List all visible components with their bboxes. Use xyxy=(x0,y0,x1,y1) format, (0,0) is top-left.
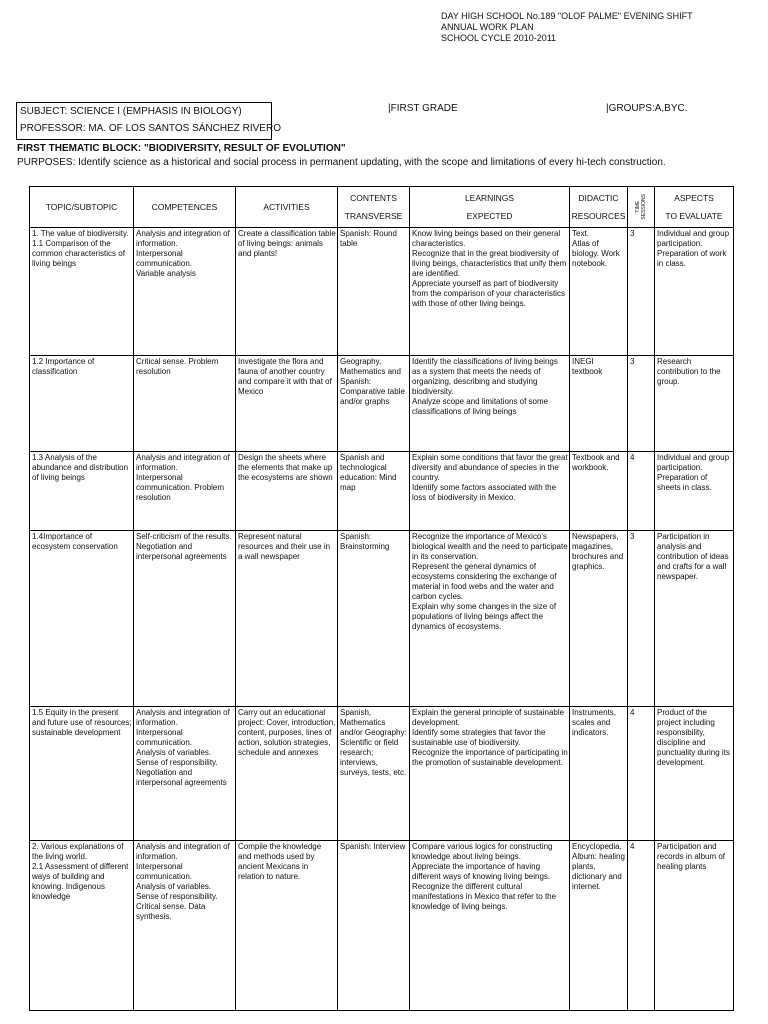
groups-label: |GROUPS:A,BYC. xyxy=(606,103,688,114)
cell-contents: Geography, Mathematics and Spanish: Comparative table and/or graphs xyxy=(338,356,410,452)
cell-contents: Spanish: Round table xyxy=(338,228,410,356)
subject-box xyxy=(16,102,281,140)
cell-activities: Investigate the flora and fauna of another country and compare it with that of Mexico xyxy=(236,356,338,452)
cell-time: 3 xyxy=(628,356,655,452)
cell-resources: Textbook and workbook. xyxy=(570,452,628,531)
col-header-competences: COMPETENCES xyxy=(134,187,236,228)
cell-aspects: Participation in analysis and contribution of ideas and crafts for a wall newspaper. xyxy=(655,531,734,707)
cell-competences: Analysis and integration of information. Interpersonal communication. Problem resolution xyxy=(134,452,236,531)
cell-resources: Newspapers, magazines, brochures and graphics. xyxy=(570,531,628,707)
subject-line: SUBJECT: SCIENCE I (EMPHASIS IN BIOLOGY) xyxy=(20,106,242,117)
cell-resources: Text. Atlas of biology. Work notebook. xyxy=(570,228,628,356)
work-plan-table xyxy=(29,186,734,1011)
cell-aspects: Individual and group participation. Preparation of sheets in class. xyxy=(655,452,734,531)
purposes-text: PURPOSES: Identify science as a historical and social process in permanent updating, with the scope and limitations of every hi-tech construction. xyxy=(17,157,666,168)
cell-aspects: Participation and records in album of healing plants xyxy=(655,841,734,1011)
professor-line: PROFESSOR: MA. OF LOS SANTOS SÁNCHEZ RIVERO xyxy=(20,123,281,134)
cell-topic: 1.5 Equity in the present and future use of resources; sustainable development xyxy=(30,707,134,841)
school-cycle: SCHOOL CYCLE 2010-2011 xyxy=(441,33,557,43)
cell-activities: Compile the knowledge and methods used by ancient Mexicans in relation to nature. xyxy=(236,841,338,1011)
cell-learnings: Explain some conditions that favor the great diversity and abundance of species in the country. Identify some factors associated with the loss of biodiversity in Mexico. xyxy=(410,452,570,531)
school-name: DAY HIGH SCHOOL No.189 "OLOF PALME" EVENING SHIFT xyxy=(441,11,693,21)
cell-contents: Spanish: Brainstorming xyxy=(338,531,410,707)
plan-title: ANNUAL WORK PLAN xyxy=(441,22,534,32)
cell-competences: Critical sense. Problem resolution xyxy=(134,356,236,452)
cell-activities: Design the sheets where the elements that make up the ecosystems are shown xyxy=(236,452,338,531)
cell-contents: Spanish: Interview xyxy=(338,841,410,1011)
table-row xyxy=(30,707,734,841)
cell-competences: Analysis and integration of information. Interpersonal communication. Analysis of variables. Sense of responsibility. Negotiation and interpersonal agreements xyxy=(134,707,236,841)
cell-aspects: Individual and group participation. Preparation of work in class. xyxy=(655,228,734,356)
cell-aspects: Product of the project including responsibility, discipline and punctuality during its development. xyxy=(655,707,734,841)
school-header xyxy=(441,11,693,44)
cell-time: 4 xyxy=(628,452,655,531)
cell-competences: Analysis and integration of information. Interpersonal communication. Variable analysis xyxy=(134,228,236,356)
cell-time: 4 xyxy=(628,707,655,841)
cell-resources: Encyclopedia, Album: healing plants, dictionary and internet. xyxy=(570,841,628,1011)
table-row xyxy=(30,356,734,452)
table-row xyxy=(30,841,734,1011)
cell-topic: 1.2 Importance of classification xyxy=(30,356,134,452)
cell-activities: Represent natural resources and their use in a wall newspaper xyxy=(236,531,338,707)
cell-learnings: Recognize the importance of Mexico's biological wealth and the need to participate in its conservation. Represent the general dynamics of ecosystems considering the exchange of material in food webs and the water and carbon cycles. Explain why some changes in the size of populations of living beings affect the dynamics of ecosystems. xyxy=(410,531,570,707)
thematic-block-title: FIRST THEMATIC BLOCK: "BIODIVERSITY, RESULT OF EVOLUTION" xyxy=(17,143,346,154)
col-header-time: TIME SESSIONS xyxy=(628,187,655,228)
table-header-row xyxy=(30,187,734,228)
cell-contents: Spanish, Mathematics and/or Geography: Scientific or field research; interviews, surveys, tests, etc. xyxy=(338,707,410,841)
cell-competences: Self-criticism of the results. Negotiation and interpersonal agreements xyxy=(134,531,236,707)
cell-topic: 2. Various explanations of the living world. 2.1 Assessment of different ways of building and knowing. Indigenous knowledge xyxy=(30,841,134,1011)
cell-learnings: Identify the classifications of living beings as a system that meets the needs of organizing, describing and studying biodiversity. Analyze scope and limitations of some classifications of living beings xyxy=(410,356,570,452)
col-header-learnings: LEARNINGS EXPECTED xyxy=(410,187,570,228)
table-row xyxy=(30,452,734,531)
cell-topic: 1.3 Analysis of the abundance and distribution of living beings xyxy=(30,452,134,531)
col-header-aspects: ASPECTS TO EVALUATE xyxy=(655,187,734,228)
cell-learnings: Know living beings based on their general characteristics. Recognize that in the great biodiversity of living beings, characteristics that unify them are identified. Appreciate yourself as part of biodiversity from the comparison of your characteristics with those of other living beings. xyxy=(410,228,570,356)
cell-topic: 1.4Importance of ecosystem conservation xyxy=(30,531,134,707)
table-row xyxy=(30,531,734,707)
col-header-topic: TOPIC/SUBTOPIC xyxy=(30,187,134,228)
cell-resources: INEGI textbook xyxy=(570,356,628,452)
cell-topic: 1. The value of biodiversity. 1.1 Comparison of the common characteristics of living beings xyxy=(30,228,134,356)
cell-time: 3 xyxy=(628,228,655,356)
cell-aspects: Research contribution to the group. xyxy=(655,356,734,452)
cell-competences: Analysis and integration of information. Interpersonal communication. Analysis of variables. Sense of responsibility. Critical sense. Data synthesis. xyxy=(134,841,236,1011)
cell-resources: Instruments, scales and indicators. xyxy=(570,707,628,841)
cell-learnings: Explain the general principle of sustainable development. Identify some strategies that favor the sustainable use of biodiversity. Recognize the importance of participating in the promotion of sustainable development. xyxy=(410,707,570,841)
cell-activities: Create a classification table of living beings: animals and plants! xyxy=(236,228,338,356)
cell-learnings: Compare various logics for constructing knowledge about living beings. Appreciate the importance of having different ways of knowing living beings. Recognize the different cultural manifestations in Mexico that refer to the knowledge of living beings. xyxy=(410,841,570,1011)
cell-contents: Spanish and technological education: Mind map xyxy=(338,452,410,531)
col-header-contents: CONTENTS TRANSVERSE xyxy=(338,187,410,228)
grade-label: |FIRST GRADE xyxy=(388,103,458,114)
table-row xyxy=(30,228,734,356)
col-header-activities: ACTIVITIES xyxy=(236,187,338,228)
col-header-resources: DIDACTIC RESOURCES xyxy=(570,187,628,228)
cell-time: 4 xyxy=(628,841,655,1011)
cell-time: 3 xyxy=(628,531,655,707)
cell-activities: Carry out an educational project: Cover, introduction, content, purposes, lines of action, solution strategies, schedule and annexes xyxy=(236,707,338,841)
